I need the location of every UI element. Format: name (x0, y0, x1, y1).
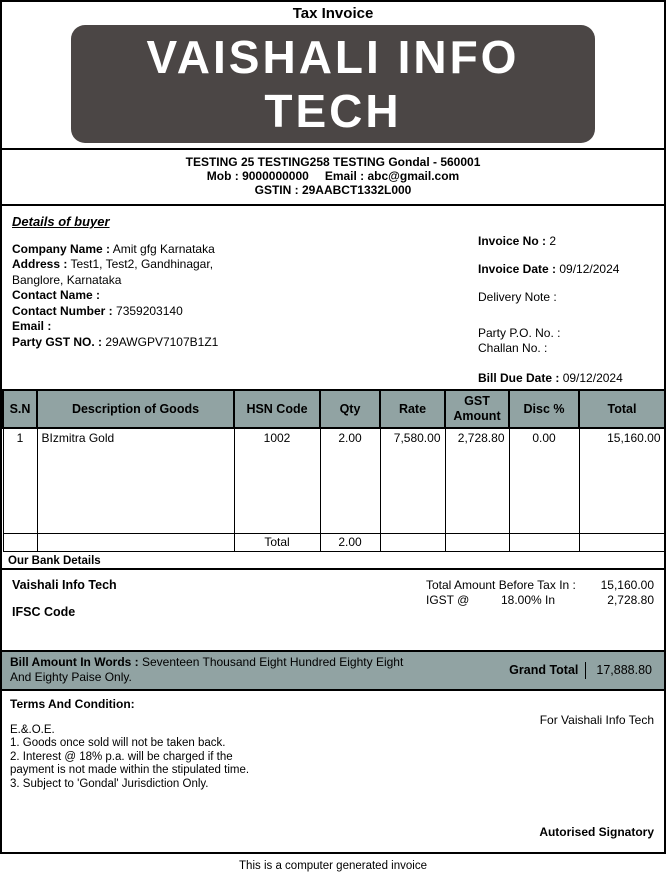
grand-total (509, 662, 656, 679)
total-cell-gst (445, 533, 509, 551)
totals-block (426, 578, 654, 642)
grand-total-value: 17,888.80 (596, 663, 652, 677)
seller-gstin: GSTIN : 29AABCT1332L000 (254, 183, 412, 197)
buyer-gst (12, 335, 267, 351)
total-cell-amount (579, 533, 665, 551)
cell-hsn: 1002 (234, 428, 320, 533)
buyer-gst-value: 29AWGPV7107B1Z1 (105, 334, 219, 349)
bill-amount-words (10, 655, 415, 685)
bill-due-date-value: 09/12/2024 (562, 371, 623, 385)
logo-line-1: VAISHALI INFO (146, 30, 520, 83)
invoice-no-label: Invoice No : (478, 234, 547, 248)
before-tax-row (426, 578, 654, 593)
invoice-date-value: 09/12/2024 (559, 262, 620, 276)
bill-due-date (478, 371, 654, 385)
col-header-gst-amount: GST Amount (445, 390, 509, 428)
items-table (2, 389, 666, 552)
invoice-date-label: Invoice Date : (478, 262, 557, 276)
for-company-label: For Vaishali Info Tech (539, 712, 654, 727)
items-header-row (3, 390, 665, 428)
total-cell-label: Total (234, 533, 320, 551)
grand-total-label: Grand Total (509, 663, 579, 677)
before-tax-label: Total Amount Before Tax In : (426, 577, 576, 592)
buyer-email (12, 319, 267, 335)
buyer-company (12, 242, 267, 258)
buyer-address-label: Address : (12, 257, 68, 271)
party-po (478, 326, 654, 340)
buyer-contact-number-label: Contact Number : (12, 303, 113, 318)
terms-line-3: 3. Subject to 'Gondal' Jurisdiction Only. (10, 777, 209, 790)
buyer-gst-label: Party GST NO. : (12, 334, 103, 349)
logo-line-2: TECH (264, 85, 402, 137)
authorised-signatory-label: Autorised Signatory (539, 824, 654, 839)
bill-words-band (2, 650, 664, 691)
buyer-details (12, 214, 312, 381)
invoice-date (478, 262, 654, 276)
table-total-row (3, 533, 665, 551)
total-cell-description (37, 533, 234, 551)
cell-description: BIzmitra Gold (37, 428, 234, 533)
grand-total-divider (585, 662, 586, 679)
total-cell-rate (380, 533, 445, 551)
terms-section (2, 691, 664, 855)
table-row (3, 428, 665, 533)
bank-left (12, 578, 117, 642)
computer-generated-note: This is a computer generated invoice (239, 860, 427, 872)
cell-qty: 2.00 (320, 428, 380, 533)
igst-label: IGST @ (426, 592, 470, 607)
before-tax-value: 15,160.00 (600, 577, 654, 592)
invoice-meta (478, 214, 654, 385)
col-header-sn: S.N (3, 390, 37, 428)
seller-email: Email : abc@gmail.com (324, 169, 460, 183)
delivery-note-label: Delivery Note : (478, 290, 557, 304)
buyer-address-value: Test1, Test2, Gandhinagar, Banglore, Karnataka (12, 257, 214, 287)
cell-gst-amount: 2,728.80 (445, 428, 509, 533)
igst-rate: 18.00% In (501, 592, 556, 607)
buyer-contact-number-value: 7359203140 (116, 303, 183, 318)
buyer-company-value: Amit gfg Karnataka (112, 241, 215, 256)
cell-total: 15,160.00 (579, 428, 665, 533)
seller-contact (2, 169, 664, 183)
col-header-qty: Qty (320, 390, 380, 428)
terms-lines (10, 724, 260, 792)
bank-company-name: Vaishali Info Tech (12, 577, 117, 592)
challan-no (478, 341, 654, 355)
party-po-label: Party P.O. No. : (478, 326, 561, 340)
invoice-no (478, 234, 654, 248)
terms-heading: Terms And Condition: (10, 696, 135, 711)
total-cell-disc (509, 533, 579, 551)
bank-ifsc-label: IFSC Code (12, 604, 76, 619)
buyer-contact-name (12, 288, 267, 304)
terms-line-1: 1. Goods once sold will not be taken back. (10, 737, 226, 749)
delivery-note (478, 290, 654, 304)
buyer-contact-number (12, 304, 267, 320)
cell-sn: 1 (3, 428, 37, 533)
invoice-no-value: 2 (549, 234, 557, 248)
total-cell-qty: 2.00 (320, 533, 380, 551)
terms-line-2: 2. Interest @ 18% p.a. will be charged if the payment is not made within the stipulated time. (10, 750, 250, 776)
total-cell-sn (3, 533, 37, 551)
bill-amount-words-label: Bill Amount In Words : (10, 655, 139, 669)
company-logo (71, 25, 595, 143)
cell-rate: 7,580.00 (380, 428, 445, 533)
igst-value: 2,728.80 (607, 592, 654, 607)
bank-section (2, 570, 664, 650)
cell-disc: 0.00 (509, 428, 579, 533)
igst-row (426, 593, 654, 608)
col-header-rate: Rate (380, 390, 445, 428)
buyer-heading: Details of buyer (12, 214, 110, 229)
col-header-total: Total (579, 390, 665, 428)
col-header-description: Description of Goods (37, 390, 234, 428)
bank-details-heading: Our Bank Details (2, 552, 664, 570)
seller-mobile: Mob : 9000000000 (206, 169, 309, 183)
page-title: Tax Invoice (292, 5, 374, 22)
bill-due-date-label: Bill Due Date : (478, 371, 560, 385)
buyer-company-label: Company Name : (12, 241, 111, 256)
col-header-hsn: HSN Code (234, 390, 320, 428)
bill-amount-words-value: Seventeen Thousand Eight Hundred Eighty Eight And Eighty Paise Only. (10, 655, 404, 684)
buyer-address (12, 257, 267, 288)
col-header-disc: Disc % (509, 390, 579, 428)
terms-line-eoe: E.&.O.E. (10, 723, 55, 736)
buyer-email-label: Email : (12, 319, 52, 333)
details-section (2, 206, 664, 389)
challan-no-label: Challan No. : (478, 341, 548, 355)
seller-address: TESTING 25 TESTING258 TESTING Gondal - 560001 (185, 155, 481, 169)
buyer-contact-name-label: Contact Name : (12, 288, 101, 302)
seller-info (2, 150, 664, 204)
